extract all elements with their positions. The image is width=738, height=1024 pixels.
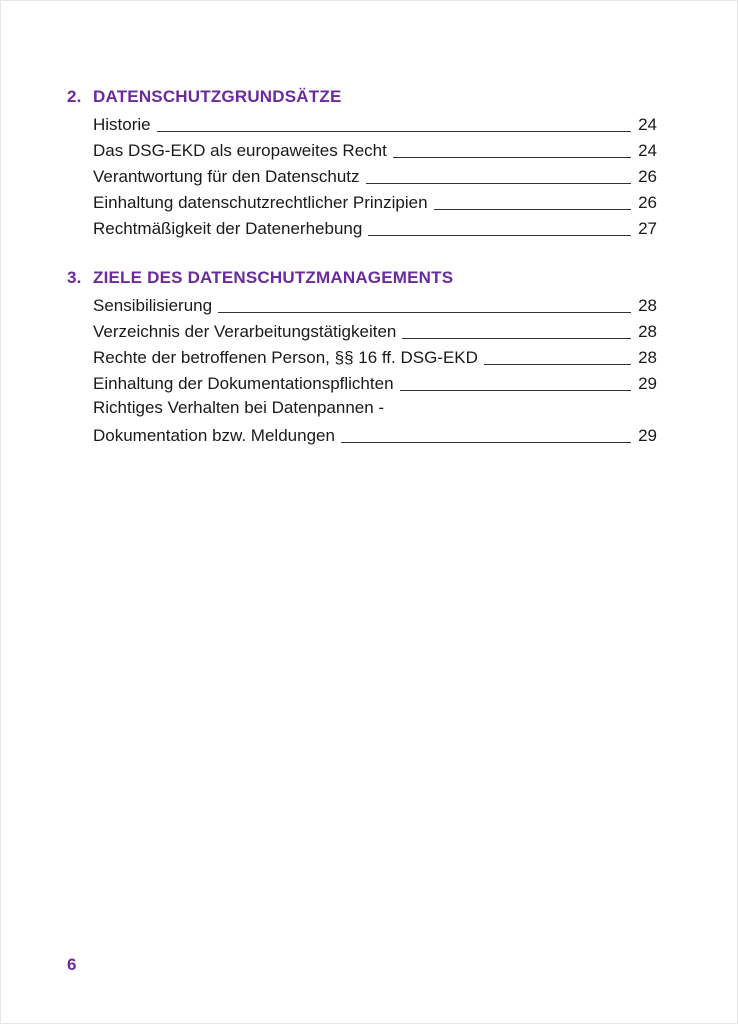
toc-entry-sensibilisierung[interactable] bbox=[93, 293, 657, 319]
toc-entry-label: Einhaltung datenschutzrechtlicher Prinzipien bbox=[93, 193, 428, 212]
toc-leader-line bbox=[366, 182, 632, 184]
toc-entry-page: 24 bbox=[638, 115, 657, 134]
section-heading bbox=[67, 266, 657, 290]
toc-entry-label-line1: Richtiges Verhalten bei Datenpannen - bbox=[93, 398, 385, 417]
toc-entry-verzeichnis[interactable] bbox=[93, 319, 657, 345]
toc-leader-line bbox=[341, 441, 631, 443]
toc-entry-datenpannen[interactable] bbox=[93, 397, 657, 451]
toc-leader-line bbox=[400, 389, 631, 391]
toc-entry-line2 bbox=[93, 423, 657, 449]
section-heading bbox=[67, 85, 657, 109]
toc-entry-page: 29 bbox=[638, 426, 657, 445]
toc-entry-label: Rechtmäßigkeit der Datenerhebung bbox=[93, 219, 363, 238]
toc-entry-label: Rechte der betroffenen Person, §§ 16 ff. DSG-EKD bbox=[93, 348, 478, 367]
toc-entry-page: 26 bbox=[638, 193, 657, 212]
toc-entry-rechtmaessigkeit[interactable] bbox=[93, 216, 657, 242]
toc-entry-page: 27 bbox=[638, 219, 657, 238]
toc-leader-line bbox=[157, 130, 631, 132]
toc-section-2 bbox=[67, 85, 657, 242]
toc-entry-page: 26 bbox=[638, 167, 657, 186]
toc-entry-historie[interactable] bbox=[93, 112, 657, 138]
toc-entry-page: 24 bbox=[638, 141, 657, 160]
section-number: 2. bbox=[67, 87, 82, 106]
toc-section-3 bbox=[67, 266, 657, 451]
toc-entry-page: 28 bbox=[638, 296, 657, 315]
toc-leader-line bbox=[484, 363, 631, 365]
toc-entry-page: 28 bbox=[638, 322, 657, 341]
toc-entry-verantwortung[interactable] bbox=[93, 164, 657, 190]
toc-entry-rechte-betroffene[interactable] bbox=[93, 345, 657, 371]
toc-entry-page: 29 bbox=[638, 374, 657, 393]
toc-entry-label: Historie bbox=[93, 115, 151, 134]
toc-entry-dsg-ekd-recht[interactable] bbox=[93, 138, 657, 164]
toc-entry-page: 28 bbox=[638, 348, 657, 367]
toc-entry-label: Sensibilisierung bbox=[93, 296, 213, 315]
toc-entry-prinzipien[interactable] bbox=[93, 190, 657, 216]
toc-entry-label: Das DSG-EKD als europaweites Recht bbox=[93, 141, 387, 160]
page-number: 6 bbox=[67, 955, 77, 974]
toc-entry-label: Einhaltung der Dokumentationspflichten bbox=[93, 374, 394, 393]
toc-leader-line bbox=[393, 156, 631, 158]
section-title: ZIELE DES DATENSCHUTZMANAGEMENTS bbox=[93, 268, 454, 287]
section-number: 3. bbox=[67, 268, 82, 287]
toc-leader-line bbox=[434, 208, 631, 210]
toc-leader-line bbox=[218, 311, 631, 313]
section-title: DATENSCHUTZGRUNDSÄTZE bbox=[93, 87, 342, 106]
toc-entry-label-line2: Dokumentation bzw. Meldungen bbox=[93, 426, 335, 445]
toc-entry-label: Verantwortung für den Datenschutz bbox=[93, 167, 360, 186]
toc-leader-line bbox=[402, 337, 631, 339]
toc-entry-dokumentationspflichten[interactable] bbox=[93, 371, 657, 397]
toc-entry-label: Verzeichnis der Verarbeitungstätigkeiten bbox=[93, 322, 397, 341]
toc-leader-line bbox=[368, 234, 631, 236]
